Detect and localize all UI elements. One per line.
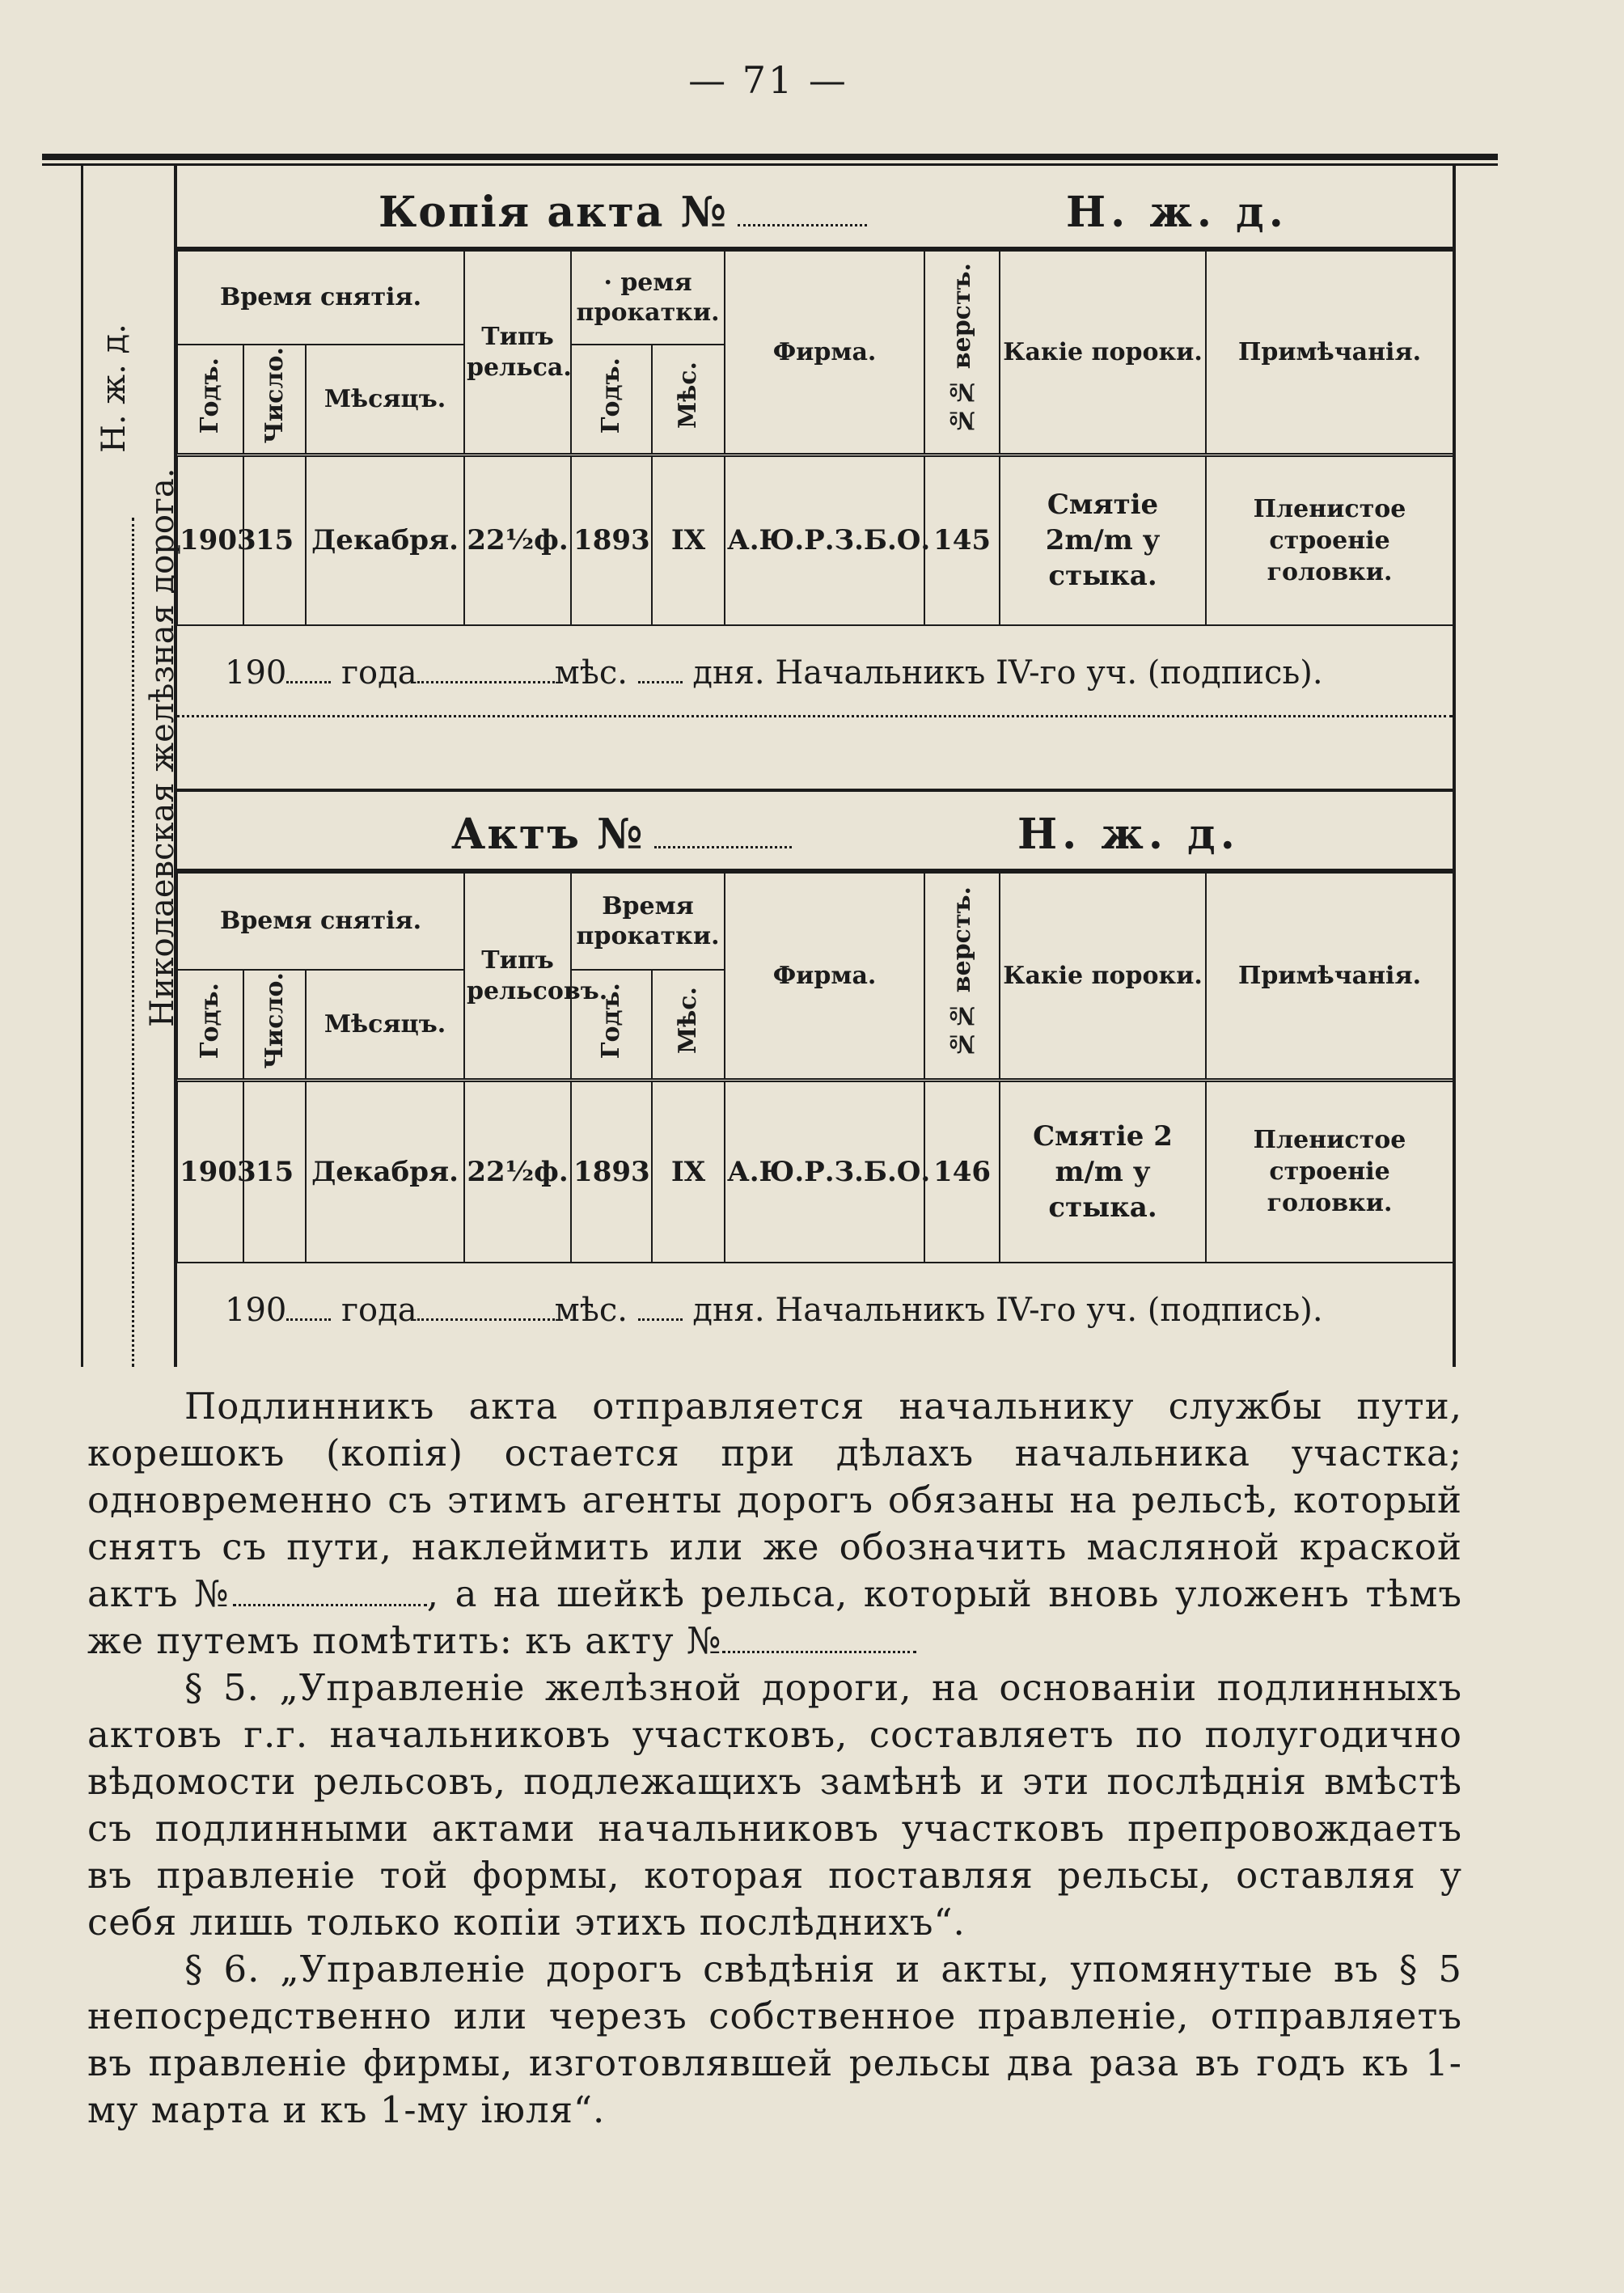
cell-notes: Пленистое строеніе головки. bbox=[1206, 1081, 1453, 1263]
cell-defects: Смятіе 2 m/m у стыка. bbox=[1000, 1081, 1206, 1263]
act-form bbox=[176, 789, 1453, 1359]
paragraph-section-5: § 5. „Управленіе желѣзной дороги, на основаніи подлинныхъ актовъ г.г. начальниковъ участковъ, составляетъ по полугодично вѣдомости рельсовъ, подлежащихъ замѣнѣ и эти послѣднія вмѣстѣ съ подлинными актами начальниковъ участковъ препровождаетъ въ правленіе той формы, которая поставляя рельсы, оставляя у себя лишь только копіи этихъ послѣднихъ“. bbox=[87, 1666, 1462, 1944]
signature-line: Начальникъ IV-го уч. (подпись). bbox=[775, 1291, 1323, 1329]
header-day: Число. bbox=[243, 970, 306, 1081]
copy-act-table bbox=[176, 250, 1454, 626]
cell-notes: Пленистое строеніе головки. bbox=[1206, 455, 1453, 625]
copy-act-form bbox=[176, 170, 1453, 717]
header-month: Мѣсяцъ. bbox=[306, 345, 464, 455]
top-rule-thin bbox=[42, 163, 1498, 166]
header-roll-month: Мѣс. bbox=[652, 345, 725, 455]
paragraph-act-handling: Подлинникъ акта отправляется начальнику службы пути, корешокъ (копія) остается при дѣлахъ начальника участка; одновременно съ этимъ агенты дорогъ обязаны на рельсѣ, который снятъ съ пути, наклеймить или же обозначить масляной краской актъ № , а на шейкѣ рельса, который вновь уложенъ тѣмъ же путемъ помѣтить: къ акту № bbox=[87, 1385, 1462, 1662]
cell-roll-year: 1893 bbox=[571, 1081, 652, 1263]
cell-year: 1903 bbox=[177, 1081, 243, 1263]
header-year: Годъ. bbox=[177, 970, 243, 1081]
copy-act-footer-text: 190 года мѣс. дня. Начальникъ IV-го уч. (подпись). bbox=[225, 654, 1323, 692]
cell-year: 1903 bbox=[177, 455, 243, 625]
act-footer-text: 190 года мѣс. дня. Начальникъ IV-го уч. (подпись). bbox=[225, 1291, 1323, 1329]
act-title: Актъ № bbox=[451, 810, 792, 859]
spine-left-line bbox=[81, 166, 83, 1367]
cell-day: 15 bbox=[243, 1081, 306, 1263]
cell-roll-month: IX bbox=[652, 455, 725, 625]
header-notes: Примѣчанія. bbox=[1206, 873, 1453, 1081]
copy-act-title: Копія акта № bbox=[379, 188, 867, 237]
cell-firm: А.Ю.Р.З.Б.О. bbox=[725, 1081, 924, 1263]
spine-railway-code: Н. ж. д. bbox=[95, 324, 133, 453]
cell-roll-year: 1893 bbox=[571, 455, 652, 625]
cell-day: 15 bbox=[243, 455, 306, 625]
copy-act-header bbox=[176, 170, 1453, 250]
cell-month: Декабря. bbox=[306, 1081, 464, 1263]
cell-firm: А.Ю.Р.З.Б.О. bbox=[725, 455, 924, 625]
spine-dotted-line bbox=[132, 518, 134, 1367]
cell-roll-month: IX bbox=[652, 1081, 725, 1263]
act-table bbox=[176, 872, 1454, 1263]
header-rail-type: Типъ рельсовъ. bbox=[464, 873, 571, 1081]
header-defects: Какіе пороки. bbox=[1000, 873, 1206, 1081]
header-verst: №№ верстъ. bbox=[924, 251, 1000, 455]
header-roll-year: Годъ. bbox=[571, 970, 652, 1081]
header-removal-time: Время снятія. bbox=[177, 873, 464, 970]
header-defects: Какіе пороки. bbox=[1000, 251, 1206, 455]
spine-railway-name: Николаевская желѣзная дорога. bbox=[144, 467, 181, 1027]
header-firm: Фирма. bbox=[725, 873, 924, 1081]
act-footer bbox=[176, 1263, 1453, 1359]
header-firm: Фирма. bbox=[725, 251, 924, 455]
cell-verst: 145 bbox=[924, 455, 1000, 625]
header-roll-month: Мѣс. bbox=[652, 970, 725, 1081]
header-rolling-time: Время прокатки. bbox=[571, 873, 725, 970]
act-header bbox=[176, 792, 1453, 872]
cell-verst: 146 bbox=[924, 1081, 1000, 1263]
signature-line: Начальникъ IV-го уч. (подпись). bbox=[775, 654, 1323, 692]
top-rule bbox=[42, 154, 1498, 160]
header-year: Годъ. bbox=[177, 345, 243, 455]
cell-defects: Смятіе 2m/m у стыка. bbox=[1000, 455, 1206, 625]
act-number-blank bbox=[738, 224, 867, 226]
act-number-blank bbox=[654, 846, 792, 848]
cell-rail-type: 22½ф. bbox=[464, 1081, 571, 1263]
copy-act-footer bbox=[176, 626, 1453, 717]
paragraph-section-6: § 6. „Управленіе дорогъ свѣдѣнія и акты, упомянутые въ § 5 непосредственно или черезъ собственное правленіе, отправляетъ въ правленіе фирмы, изготовлявшей рельсы два раза въ годъ къ 1-му марта и къ 1-му іюля“. bbox=[87, 1948, 1462, 2131]
header-roll-year: Годъ. bbox=[571, 345, 652, 455]
header-verst: №№ верстъ. bbox=[924, 873, 1000, 1081]
act-railway: Н. ж. д. bbox=[1017, 810, 1240, 859]
header-notes: Примѣчанія. bbox=[1206, 251, 1453, 455]
copy-act-railway: Н. ж. д. bbox=[1066, 188, 1288, 237]
header-day: Число. bbox=[243, 345, 306, 455]
cell-rail-type: 22½ф. bbox=[464, 455, 571, 625]
header-month: Мѣсяцъ. bbox=[306, 970, 464, 1081]
cell-month: Декабря. bbox=[306, 455, 464, 625]
header-rail-type: Типъ рельса. bbox=[464, 251, 571, 455]
header-rolling-time: · ремя прокатки. bbox=[571, 251, 725, 345]
body-text bbox=[87, 1383, 1462, 2134]
page-number: — 71 — bbox=[688, 58, 848, 102]
header-removal-time: Время снятія. bbox=[177, 251, 464, 345]
